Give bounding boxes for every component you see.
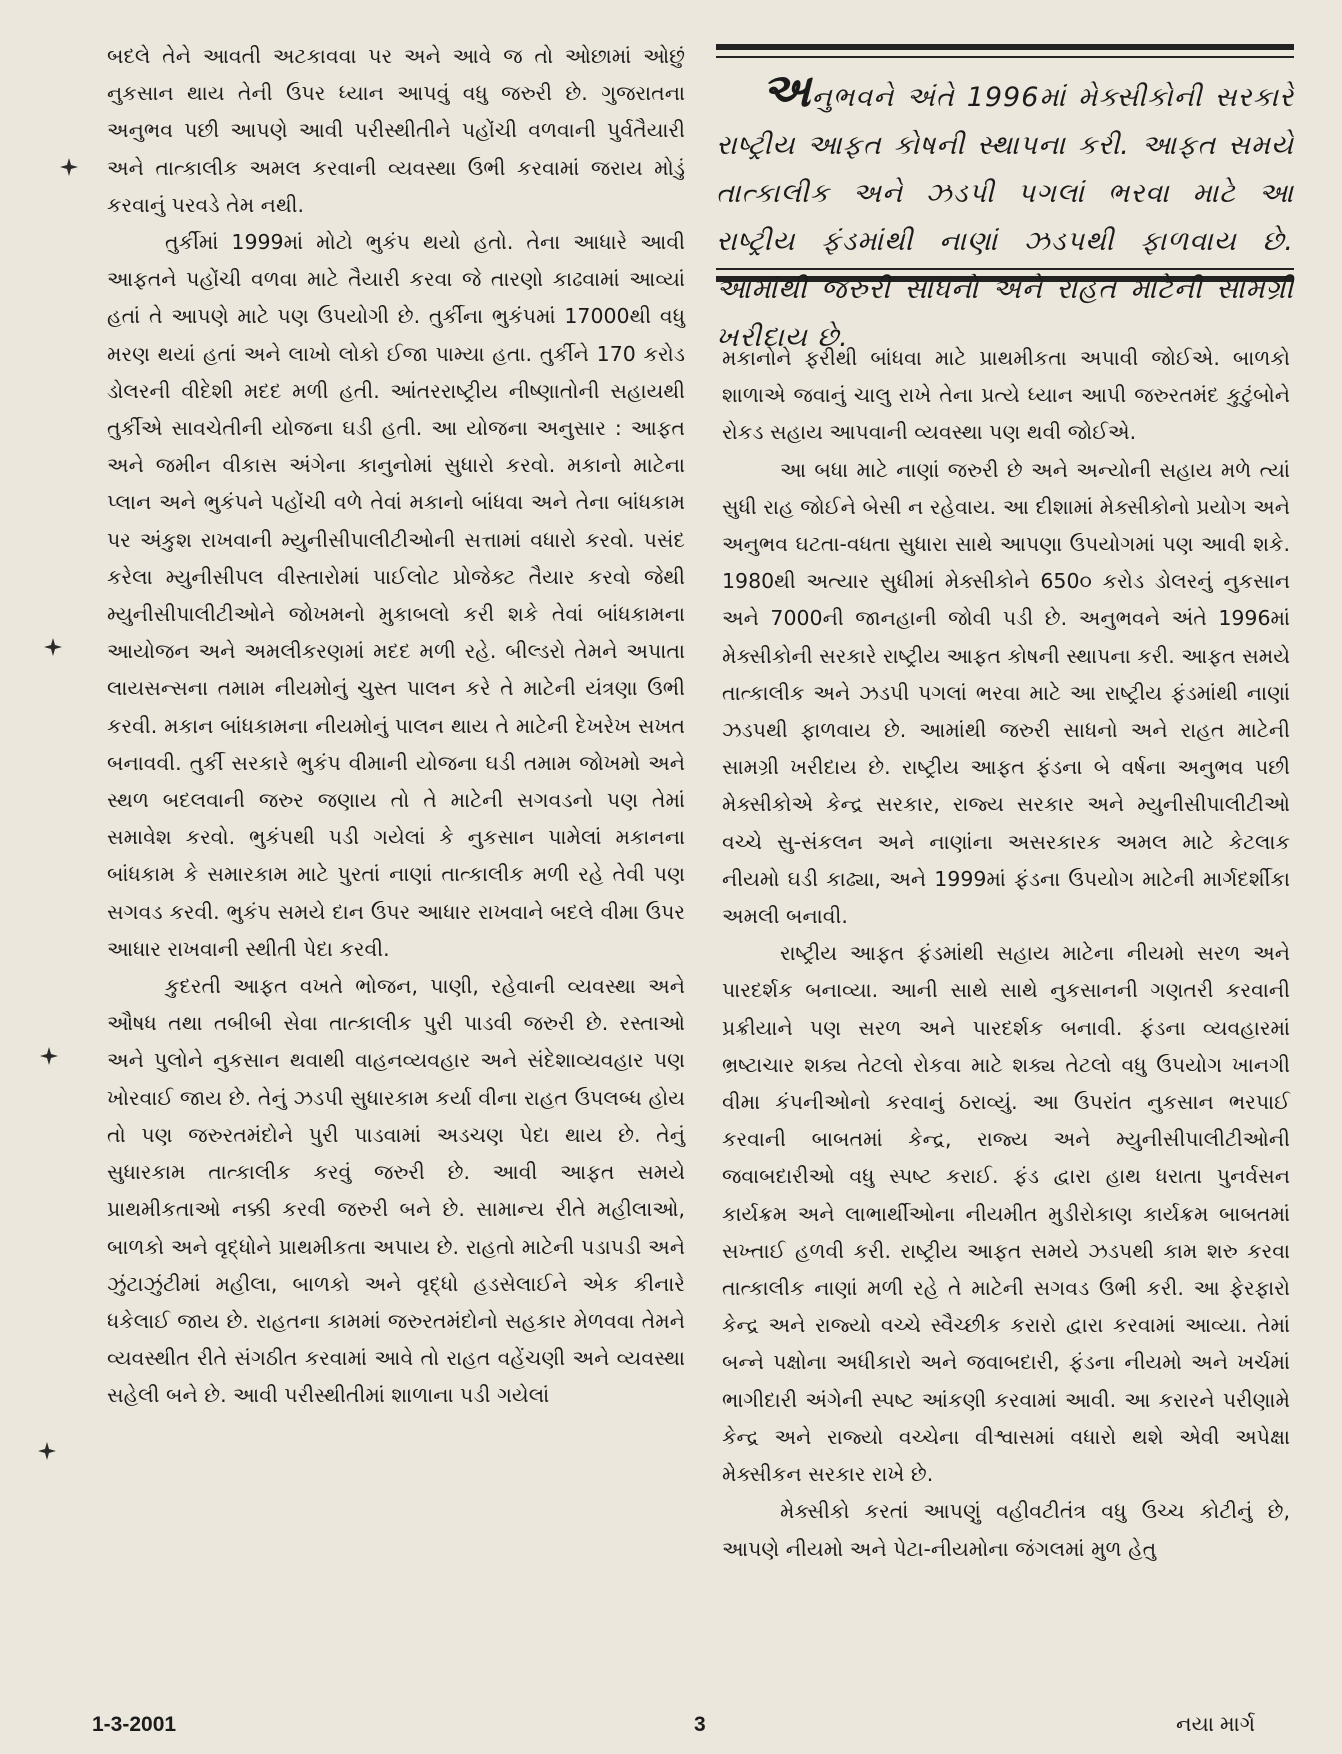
right-column	[722, 340, 1290, 1568]
punch-hole-mark	[40, 1047, 58, 1065]
paragraph: મકાનોને ફરીથી બાંધવા માટે પ્રાથમીકતા અપાવી જોઈએ. બાળકો શાળાએ જવાનું ચાલુ રાખે તેના પ્રત્યે ધ્યાન આપી જરુરતમંદ કુટુંબોને રોકડ સહાય આપવાની વ્યવસ્થા પણ થવી જોઈએ.	[722, 346, 1290, 445]
paragraph: આ બધા માટે નાણાં જરુરી છે અને અન્યોની સહાય મળે ત્યાં સુધી રાહ જોઈને બેસી ન રહેવાય. આ દીશામાં મેક્સીકોનો પ્રયોગ અને અનુભવ ઘટતા-વધતા સુધારા સાથે આપણા ઉપયોગમાં પણ આવી શકે. 1980થી અત્યાર સુધીમાં મેક્સીકોને 650૦ કરોડ ડોલરનું નુકસાન અને 7000ની જાનહાની જોવી પડી છે. અનુભવને અંતે 1996માં મેક્સીકોની સરકારે રાષ્ટ્રીય આફત કોષની સ્થાપના કરી. આફત સમયે તાત્કાલીક અને ઝડપી પગલાં ભરવા માટે આ રાષ્ટ્રીય ફંડમાંથી નાણાં ઝડપથી ફાળવાય છે. આમાંથી જરુરી સાધનો અને રાહત માટેની સામગ્રી ખરીદાય છે. રાષ્ટ્રીય આફત ફંડના બે વર્ષના અનુભવ પછી મેક્સીકોએ કેન્દ્ર સરકાર, રાજ્ય સરકાર અને મ્યુનીસીપાલીટીઓ વચ્ચે સુ-સંકલન અને નાણાંના અસરકારક અમલ માટે કેટલાક નીયમો ઘડી કાઢ્યા, અને 1999માં ફંડના ઉપયોગ માટેની માર્ગદર્શીકા અમલી બનાવી.	[722, 457, 1290, 929]
punch-hole-mark	[44, 638, 62, 656]
punch-hole-mark	[60, 158, 78, 176]
paragraph: તુર્કીમાં 1999માં મોટો ભુકંપ થયો હતો. તેના આધારે આવી આફતને પહોંચી વળવા માટે તૈયારી કરવા જે તારણો કાઢવામાં આવ્યાં હતાં તે આપણે માટે પણ ઉપયોગી છે. તુર્કીના ભુકંપમાં 17000થી વધુ મરણ થયાં હતાં અને લાખો લોકો ઈજા પામ્યા હતા. તુર્કીને 170 કરોડ ડોલરની વીદેશી મદદ મળી હતી. આંતરરાષ્ટ્રીય નીષ્ણાતોની સહાયથી તુર્કીએ સાવચેતીની યોજના ઘડી હતી. આ યોજના અનુસાર : આફત અને જમીન વીકાસ અંગેના કાનુનોમાં સુધારો કરવો. મકાનો માટેના પ્લાન અને ભુકંપને પહોંચી વળે તેવાં મકાનો બાંધવા અને તેના બાંધકામ પર અંકુશ રાખવાની મ્યુનીસીપાલીટીઓની સત્તામાં વધારો કરવો. પસંદ કરેલા મ્યુનીસીપલ વીસ્તારોમાં પાઈલોટ પ્રોજેક્ટ તૈયાર કરવો જેથી મ્યુનીસીપાલીટીઓને જોખમનો મુકાબલો કરી શકે તેવાં બાંધકામના આયોજન અને અમલીકરણમાં મદદ મળી રહે. બીલ્ડરો તેમને અપાતા લાયસન્સના તમામ નીયમોનું ચુસ્ત પાલન કરે તે માટેની યંત્રણા ઉભી કરવી. મકાન બાંધકામના નીયમોનું પાલન થાય તે માટેની દેખરેખ સખત બનાવવી. તુર્કી સરકારે ભુકંપ વીમાની યોજના ઘડી તમામ જોખમો અને સ્થળ બદલવાની જરુર જણાય તો તે માટેની સગવડનો પણ તેમાં સમાવેશ કરવો. ભુકંપથી પડી ગયેલાં કે નુકસાન પામેલાં મકાનના બાંધકામ કે સમારકામ માટે પુરતાં નાણાં તાત્કાલીક મળી રહે તેવી પણ સગવડ કરવી. ભુકંપ સમયે દાન ઉપર આધાર રાખવાને બદલે વીમા ઉપર આધાર રાખવાની સ્થીતી પેદા કરવી.	[107, 230, 685, 961]
pull-quote-box	[716, 44, 1294, 353]
pull-quote-body: નુભવને અંતે 1996માં મેક્સીકોની સરકારે રાષ્ટ્રીય આફત કોષની સ્થાપના કરી. આફત સમયે તાત્કાલીક અને ઝડપી પગલાં ભરવા માટે આ રાષ્ટ્રીય ફંડમાંથી નાણાં ઝડપથી ફાળવાય છે. આમાંથી જરુરી સાધનો અને રાહત માટેની સામગ્રી ખરીદાય છે.	[716, 82, 1294, 353]
paragraph: રાષ્ટ્રીય આફત ફંડમાંથી સહાય માટેના નીયમો સરળ અને પારદર્શક બનાવ્યા. આની સાથે સાથે નુકસાનની ગણતરી કરવાની પ્રક્રીયાને પણ સરળ અને પારદર્શક બનાવી. ફંડના વ્યવહારમાં ભ્રષ્ટાચાર શક્ય તેટલો રોકવા માટે શક્ય તેટલો વધુ ઉપયોગ ખાનગી વીમા કંપનીઓનો કરવાનું ઠરાવ્યું. આ ઉપરાંત નુકસાન ભરપાઈ કરવાની બાબતમાં કેન્દ્ર, રાજ્ય અને મ્યુનીસીપાલીટીઓની જવાબદારીઓ વધુ સ્પષ્ટ કરાઈ. ફંડ દ્વારા હાથ ધરાતા પુનર્વસન કાર્યક્રમ અને લાભાર્થીઓના નીયમીત મુડીરોકાણ કાર્યક્રમ બાબતમાં સખ્તાઈ હળવી કરી. રાષ્ટ્રીય આફત સમયે ઝડપથી કામ શરુ કરવા તાત્કાલીક નાણાં મળી રહે તે માટેની સગવડ ઉભી કરી. આ ફેરફારો કેન્દ્ર અને રાજ્યો વચ્ચે સ્વૈચ્છીક કરારો દ્વારા કરવામાં આવ્યા. તેમાં બન્ને પક્ષોના અધીકારો અને જવાબદારી, ફંડના નીયમો અને ખર્ચમાં ભાગીદારી અંગેની સ્પષ્ટ આંકણી કરવામાં આવી. આ કરારને પરીણામે કેન્દ્ર અને રાજ્યો વચ્ચેના વીશ્વાસમાં વધારો થશે એવી અપેક્ષા મેક્સીકન સરકાર રાખે છે.	[722, 941, 1290, 1487]
paragraph: કુદરતી આફત વખતે ભોજન, પાણી, રહેવાની વ્યવસ્થા અને ઔષધ તથા તબીબી સેવા તાત્કાલીક પુરી પાડવી જરુરી છે. રસ્તાઓ અને પુલોને નુકસાન થવાથી વાહનવ્યવહાર અને સંદેશાવ્યવહાર પણ ખોરવાઈ જાય છે. તેનું ઝડપી સુધારકામ કર્યા વીના રાહત ઉપલબ્ધ હોય તો પણ જરુરતમંદોને પુરી પાડવામાં અડચણ પેદા થાય છે. તેનું સુધારકામ તાત્કાલીક કરવું જરુરી છે. આવી આફત સમયે પ્રાથમીકતાઓ નક્કી કરવી જરુરી બને છે. સામાન્ય રીતે મહીલાઓ, બાળકો અને વૃદ્ધોને પ્રાથમીકતા અપાય છે. રાહતો માટેની પડાપડી અને ઝુંટાઝુંટીમાં મહીલા, બાળકો અને વૃદ્ધો હડસેલાઈને એક કીનારે ધકેલાઈ જાય છે. રાહતના કામમાં જરુરતમંદોનો સહકાર મેળવવા તેમને વ્યવસ્થીત રીતે સંગઠીત કરવામાં આવે તો રાહત વહેંચણી અને વ્યવસ્થા સહેલી બને છે. આવી પરીસ્થીતીમાં શાળાના પડી ગયેલાં	[107, 974, 685, 1408]
issue-date: 1-3-2001	[92, 1713, 177, 1736]
drop-cap: અ	[762, 63, 812, 117]
page-number: 3	[694, 1713, 706, 1736]
paragraph: બદલે તેને આવતી અટકાવવા પર અને આવે જ તો ઓછામાં ઓછું નુકસાન થાય તેની ઉપર ધ્યાન આપવું વધુ જરુરી છે. ગુજરાતના અનુભવ પછી આપણે આવી પરીસ્થીતીને પહોંચી વળવાની પુર્વતૈયારી અને તાત્કાલીક અમલ કરવાની વ્યવસ્થા ઉભી કરવામાં જરાય મોડું કરવાનું પરવડે તેમ નથી.	[107, 44, 685, 217]
left-column	[107, 38, 685, 1415]
paragraph: મેક્સીકો કરતાં આપણું વહીવટીતંત્ર વધુ ઉચ્ચ કોટીનું છે, આપણે નીયમો અને પેટા-નીયમોના જંગલમાં મુળ હેતુ	[722, 1499, 1290, 1561]
pull-quote-text	[716, 63, 1294, 362]
magazine-name: નયા માર્ગ	[1176, 1713, 1256, 1736]
punch-hole-mark	[38, 1442, 56, 1460]
